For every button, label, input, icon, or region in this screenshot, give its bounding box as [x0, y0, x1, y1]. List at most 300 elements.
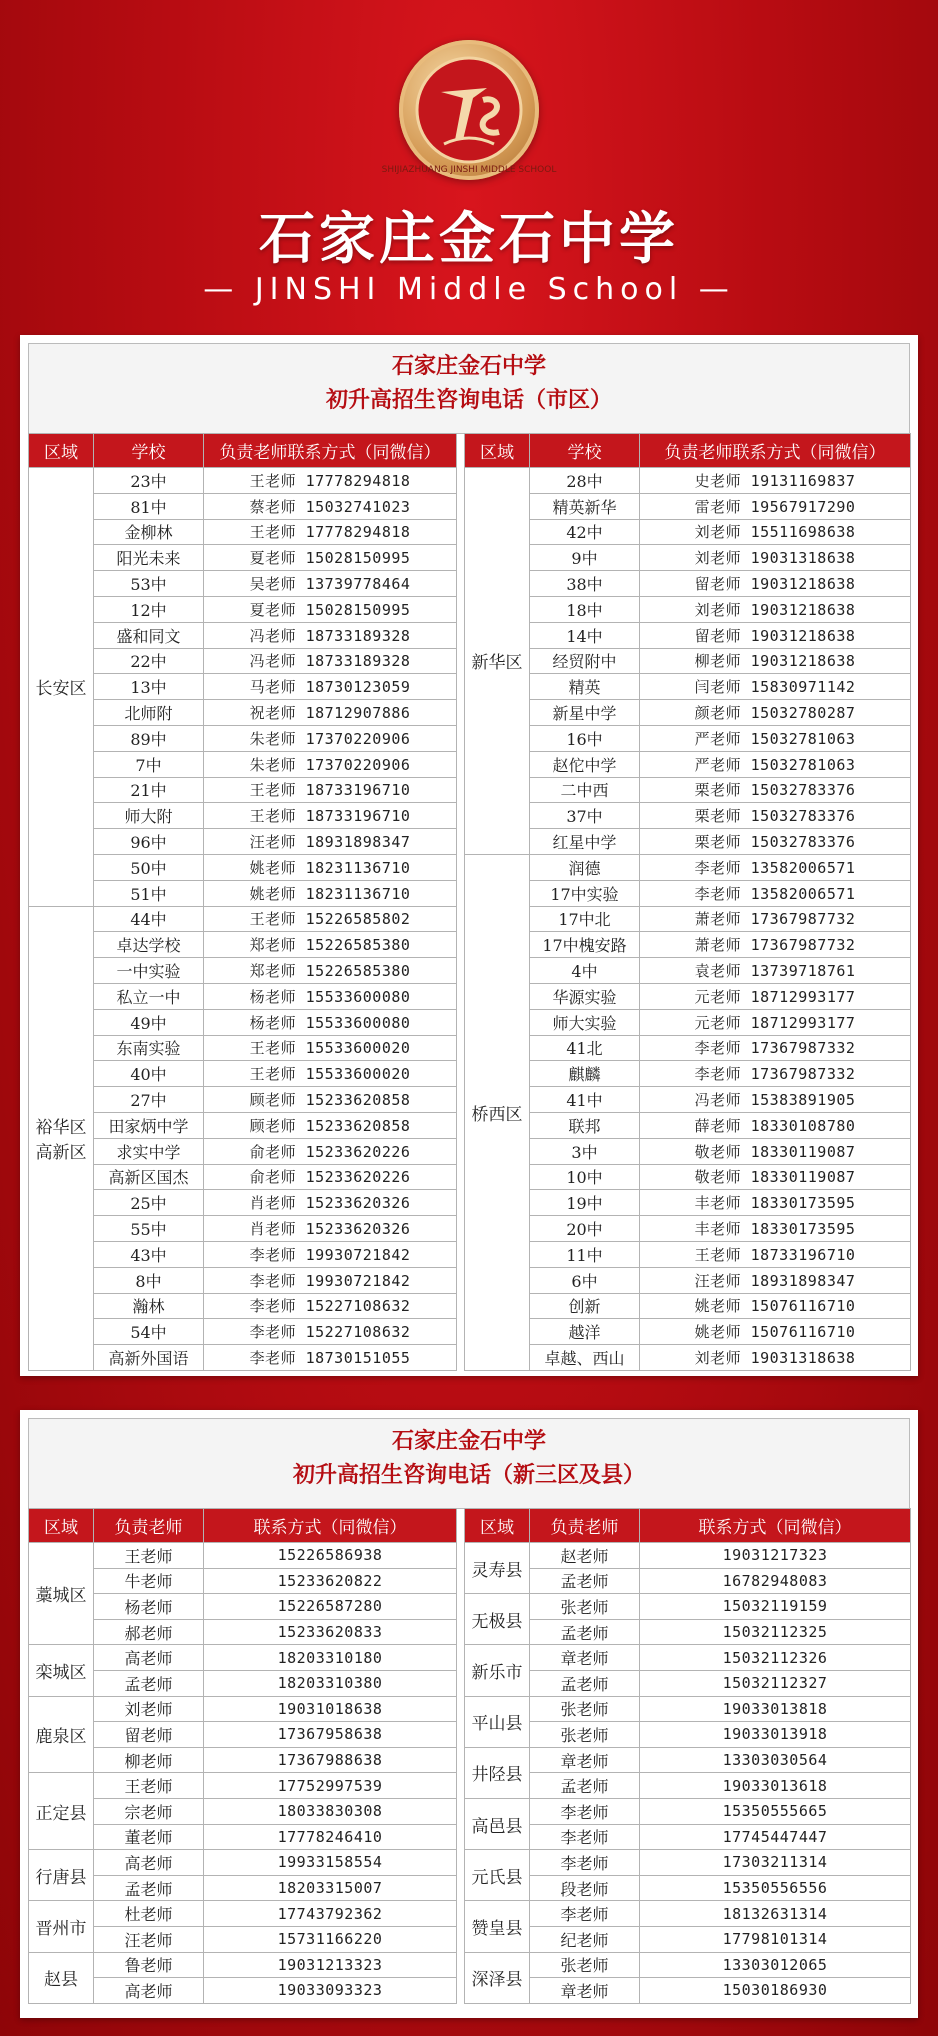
contact-info: 萧老师 17367987732 — [640, 932, 911, 958]
contact-info: 王老师 18733196710 — [640, 1241, 911, 1267]
contact-info: 18033830308 — [204, 1798, 457, 1824]
teacher-name: 留老师 — [94, 1722, 204, 1748]
contact-info: 敬老师 18330119087 — [640, 1138, 911, 1164]
contact-info: 18203310380 — [204, 1670, 457, 1696]
teacher-name: 杜老师 — [94, 1901, 204, 1927]
teacher-name: 郝老师 — [94, 1619, 204, 1645]
teacher-name: 孟老师 — [94, 1670, 204, 1696]
column-gap — [457, 1696, 465, 1722]
school-name: 81中 — [94, 493, 204, 519]
column-gap — [457, 906, 465, 932]
contact-info: 17752997539 — [204, 1773, 457, 1799]
contact-info: 19033013818 — [640, 1696, 911, 1722]
region-cell: 灵寿县 — [465, 1543, 530, 1594]
school-name: 北师附 — [94, 700, 204, 726]
column-gap — [457, 1345, 465, 1371]
contact-info: 19033013618 — [640, 1773, 911, 1799]
school-name: 越洋 — [530, 1319, 640, 1345]
teacher-name: 刘老师 — [94, 1696, 204, 1722]
contact-info: 15030186930 — [640, 1978, 911, 2004]
school-name: 精英 — [530, 674, 640, 700]
school-name: 田家炳中学 — [94, 1112, 204, 1138]
column-gap — [457, 1190, 465, 1216]
school-name: 创新 — [530, 1293, 640, 1319]
column-gap — [457, 519, 465, 545]
table-row — [29, 1543, 911, 1569]
region-cell: 长安区 — [29, 468, 94, 907]
column-header: 负责老师 — [530, 1509, 640, 1543]
contact-info: 汪老师 18931898347 — [640, 1267, 911, 1293]
column-header: 区域 — [29, 434, 94, 468]
school-name: 28中 — [530, 468, 640, 494]
school-name: 25中 — [94, 1190, 204, 1216]
contact-info: 15226587280 — [204, 1594, 457, 1620]
school-name: 50中 — [94, 854, 204, 880]
column-gap — [457, 1850, 465, 1876]
teacher-name: 张老师 — [530, 1696, 640, 1722]
teacher-name: 赵老师 — [530, 1543, 640, 1569]
school-name: 13中 — [94, 674, 204, 700]
teacher-name: 杨老师 — [94, 1594, 204, 1620]
county-card-title: 石家庄金石中学 — [391, 1429, 546, 1454]
contact-info: 李老师 13582006571 — [640, 880, 911, 906]
contact-info: 15032112326 — [640, 1645, 911, 1671]
school-name: 卓达学校 — [94, 932, 204, 958]
contact-info: 元老师 18712993177 — [640, 983, 911, 1009]
school-name: 6中 — [530, 1267, 640, 1293]
teacher-name: 李老师 — [530, 1798, 640, 1824]
teacher-name: 孟老师 — [530, 1568, 640, 1594]
contact-info: 夏老师 15028150995 — [204, 545, 457, 571]
school-name: 42中 — [530, 519, 640, 545]
contact-info: 薛老师 18330108780 — [640, 1112, 911, 1138]
column-header: 学校 — [94, 434, 204, 468]
column-gap — [457, 1009, 465, 1035]
school-name: 红星中学 — [530, 829, 640, 855]
table-row — [29, 1747, 911, 1773]
contact-info: 姚老师 15076116710 — [640, 1319, 911, 1345]
logo-emblem-icon — [381, 40, 557, 180]
contact-info: 王老师 17778294818 — [204, 519, 457, 545]
table-row — [29, 1798, 911, 1824]
column-gap — [457, 958, 465, 984]
contact-info: 王老师 18733196710 — [204, 777, 457, 803]
column-gap — [457, 622, 465, 648]
contact-info: 17367988638 — [204, 1747, 457, 1773]
contact-info: 严老师 15032781063 — [640, 751, 911, 777]
contact-info: 17367958638 — [204, 1722, 457, 1748]
column-gap — [457, 932, 465, 958]
column-gap — [457, 434, 465, 468]
school-subtitle: — JINSHI Middle School — — [203, 272, 735, 307]
column-gap — [457, 1926, 465, 1952]
contact-info: 王老师 15533600020 — [204, 1035, 457, 1061]
school-name: 17中实验 — [530, 880, 640, 906]
column-gap — [457, 1798, 465, 1824]
column-gap — [457, 1267, 465, 1293]
region-cell: 正定县 — [29, 1773, 94, 1850]
contact-info: 15226586938 — [204, 1543, 457, 1569]
contact-info: 杨老师 15533600080 — [204, 983, 457, 1009]
column-header: 联系方式（同微信） — [204, 1509, 457, 1543]
region-cell: 藁城区 — [29, 1543, 94, 1645]
contact-info: 刘老师 19031318638 — [640, 1345, 911, 1371]
column-header: 区域 — [465, 434, 530, 468]
contact-info: 栗老师 15032783376 — [640, 777, 911, 803]
school-name: 8中 — [94, 1267, 204, 1293]
school-name: 37中 — [530, 803, 640, 829]
teacher-name: 董老师 — [94, 1824, 204, 1850]
column-gap — [457, 1722, 465, 1748]
school-name: 21中 — [94, 777, 204, 803]
school-name: 东南实验 — [94, 1035, 204, 1061]
column-gap — [457, 1543, 465, 1569]
column-gap — [457, 1087, 465, 1113]
school-name: 金柳林 — [94, 519, 204, 545]
contact-info: 俞老师 15233620226 — [204, 1138, 457, 1164]
contact-info: 刘老师 15511698638 — [640, 519, 911, 545]
column-gap — [457, 1952, 465, 1978]
region-cell: 桥西区 — [465, 854, 530, 1370]
school-name: 师大附 — [94, 803, 204, 829]
contact-info: 15032112327 — [640, 1670, 911, 1696]
column-header: 联系方式（同微信） — [640, 1509, 911, 1543]
school-name: 新星中学 — [530, 700, 640, 726]
contact-info: 马老师 18730123059 — [204, 674, 457, 700]
school-name: 盛和同文 — [94, 622, 204, 648]
table-row — [29, 854, 911, 880]
school-name: 3中 — [530, 1138, 640, 1164]
school-name: 17中北 — [530, 906, 640, 932]
contact-info: 留老师 19031218638 — [640, 571, 911, 597]
contact-info: 严老师 15032781063 — [640, 725, 911, 751]
school-name: 麒麟 — [530, 1061, 640, 1087]
contact-info: 13303030564 — [640, 1747, 911, 1773]
region-cell: 赵县 — [29, 1952, 94, 2003]
school-name: 55中 — [94, 1216, 204, 1242]
school-name: 润德 — [530, 854, 640, 880]
column-gap — [457, 1293, 465, 1319]
teacher-name: 高老师 — [94, 1978, 204, 2004]
region-cell: 平山县 — [465, 1696, 530, 1747]
region-cell: 裕华区 高新区 — [29, 906, 94, 1370]
contact-info: 丰老师 18330173595 — [640, 1216, 911, 1242]
teacher-name: 李老师 — [530, 1824, 640, 1850]
region-cell: 行唐县 — [29, 1850, 94, 1901]
school-name: 40中 — [94, 1061, 204, 1087]
contact-info: 李老师 17367987332 — [640, 1061, 911, 1087]
contact-info: 肖老师 15233620326 — [204, 1190, 457, 1216]
school-name: 11中 — [530, 1241, 640, 1267]
contact-info: 19031018638 — [204, 1696, 457, 1722]
school-name: 高新区国杰 — [94, 1164, 204, 1190]
contact-info: 雷老师 19567917290 — [640, 493, 911, 519]
school-name: 38中 — [530, 571, 640, 597]
column-gap — [457, 596, 465, 622]
contact-info: 15350555665 — [640, 1798, 911, 1824]
teacher-name: 章老师 — [530, 1747, 640, 1773]
teacher-name: 段老师 — [530, 1875, 640, 1901]
table-row — [29, 1850, 911, 1876]
column-gap — [457, 1619, 465, 1645]
school-name: 20中 — [530, 1216, 640, 1242]
contact-info: 李老师 15227108632 — [204, 1293, 457, 1319]
school-name: 一中实验 — [94, 958, 204, 984]
city-card-title: 石家庄金石中学 — [391, 354, 546, 379]
contact-info: 郑老师 15226585380 — [204, 932, 457, 958]
column-gap — [457, 1216, 465, 1242]
contact-info: 15032112325 — [640, 1619, 911, 1645]
teacher-name: 李老师 — [530, 1850, 640, 1876]
contact-info: 王老师 17778294818 — [204, 468, 457, 494]
teacher-name: 高老师 — [94, 1850, 204, 1876]
school-name: 14中 — [530, 622, 640, 648]
table-row — [29, 1696, 911, 1722]
teacher-name: 孟老师 — [530, 1773, 640, 1799]
column-gap — [457, 1241, 465, 1267]
school-name: 卓越、西山 — [530, 1345, 640, 1371]
school-name: 10中 — [530, 1164, 640, 1190]
column-gap — [457, 648, 465, 674]
school-name: 阳光未来 — [94, 545, 204, 571]
contact-info: 李老师 15227108632 — [204, 1319, 457, 1345]
column-gap — [457, 1164, 465, 1190]
school-name: 二中西 — [530, 777, 640, 803]
table-row — [29, 1901, 911, 1927]
column-gap — [457, 803, 465, 829]
school-name: 23中 — [94, 468, 204, 494]
column-gap — [457, 700, 465, 726]
school-name: 41北 — [530, 1035, 640, 1061]
contact-info: 17303211314 — [640, 1850, 911, 1876]
teacher-name: 孟老师 — [94, 1875, 204, 1901]
contact-info: 18203310180 — [204, 1645, 457, 1671]
table-header-row — [29, 434, 911, 468]
contact-info: 17743792362 — [204, 1901, 457, 1927]
contact-info: 祝老师 18712907886 — [204, 700, 457, 726]
school-name: 瀚林 — [94, 1293, 204, 1319]
contact-info: 姚老师 18231136710 — [204, 854, 457, 880]
region-cell: 新乐市 — [465, 1645, 530, 1696]
column-gap — [457, 468, 465, 494]
region-cell: 井陉县 — [465, 1747, 530, 1798]
school-name: 12中 — [94, 596, 204, 622]
teacher-name: 宗老师 — [94, 1798, 204, 1824]
school-name: 18中 — [530, 596, 640, 622]
region-cell: 高邑县 — [465, 1798, 530, 1849]
county-card-subtitle: 初升高招生咨询电话（新三区及县） — [292, 1463, 645, 1488]
column-gap — [457, 777, 465, 803]
school-name: 联邦 — [530, 1112, 640, 1138]
school-name: 经贸附中 — [530, 648, 640, 674]
contact-info: 萧老师 17367987732 — [640, 906, 911, 932]
teacher-name: 张老师 — [530, 1594, 640, 1620]
school-name: 19中 — [530, 1190, 640, 1216]
column-gap — [457, 571, 465, 597]
column-gap — [457, 1568, 465, 1594]
teacher-name: 李老师 — [530, 1901, 640, 1927]
school-name: 赵佗中学 — [530, 751, 640, 777]
school-name: 高新外国语 — [94, 1345, 204, 1371]
school-name: 51中 — [94, 880, 204, 906]
contact-info: 17778246410 — [204, 1824, 457, 1850]
school-title: 石家庄金石中学 — [259, 206, 679, 272]
contact-info: 姚老师 15076116710 — [640, 1293, 911, 1319]
region-cell: 赞皇县 — [465, 1901, 530, 1952]
contact-info: 留老师 19031218638 — [640, 622, 911, 648]
school-name: 华源实验 — [530, 983, 640, 1009]
column-header: 区域 — [465, 1509, 530, 1543]
column-header: 负责老师联系方式（同微信） — [640, 434, 911, 468]
teacher-name: 鲁老师 — [94, 1952, 204, 1978]
contact-info: 柳老师 19031218638 — [640, 648, 911, 674]
teacher-name: 纪老师 — [530, 1926, 640, 1952]
contact-info: 朱老师 17370220906 — [204, 725, 457, 751]
school-name: 求实中学 — [94, 1138, 204, 1164]
column-header: 学校 — [530, 434, 640, 468]
school-name: 师大实验 — [530, 1009, 640, 1035]
contact-info: 18132631314 — [640, 1901, 911, 1927]
contact-info: 19033013918 — [640, 1722, 911, 1748]
column-gap — [457, 1645, 465, 1671]
contact-info: 15350556556 — [640, 1875, 911, 1901]
contact-info: 19933158554 — [204, 1850, 457, 1876]
city-card-subtitle: 初升高招生咨询电话（市区） — [325, 388, 612, 413]
column-gap — [457, 1824, 465, 1850]
column-gap — [457, 1138, 465, 1164]
school-name: 96中 — [94, 829, 204, 855]
school-name: 43中 — [94, 1241, 204, 1267]
county-contacts-card — [20, 1410, 918, 2018]
contact-info: 15233620833 — [204, 1619, 457, 1645]
contact-info: 杨老师 15533600080 — [204, 1009, 457, 1035]
contact-info: 夏老师 15028150995 — [204, 596, 457, 622]
teacher-name: 章老师 — [530, 1645, 640, 1671]
contact-info: 俞老师 15233620226 — [204, 1164, 457, 1190]
column-gap — [457, 1901, 465, 1927]
city-card-heading — [28, 343, 910, 434]
teacher-name: 牛老师 — [94, 1568, 204, 1594]
contact-info: 元老师 18712993177 — [640, 1009, 911, 1035]
school-name: 私立一中 — [94, 983, 204, 1009]
county-card-heading — [28, 1418, 910, 1509]
column-gap — [457, 493, 465, 519]
region-cell: 元氏县 — [465, 1850, 530, 1901]
region-cell: 晋州市 — [29, 1901, 94, 1952]
contact-info: 史老师 19131169837 — [640, 468, 911, 494]
contact-info: 肖老师 15233620326 — [204, 1216, 457, 1242]
contact-info: 郑老师 15226585380 — [204, 958, 457, 984]
contact-info: 17745447447 — [640, 1824, 911, 1850]
contact-info: 蔡老师 15032741023 — [204, 493, 457, 519]
region-cell: 栾城区 — [29, 1645, 94, 1696]
region-cell: 深泽县 — [465, 1952, 530, 2003]
column-gap — [457, 1594, 465, 1620]
contact-info: 15032119159 — [640, 1594, 911, 1620]
column-header: 负责老师 — [94, 1509, 204, 1543]
contact-info: 19033093323 — [204, 1978, 457, 2004]
teacher-name: 孟老师 — [530, 1619, 640, 1645]
contact-info: 15233620822 — [204, 1568, 457, 1594]
column-gap — [457, 1978, 465, 2004]
contact-info: 王老师 18733196710 — [204, 803, 457, 829]
teacher-name: 孟老师 — [530, 1670, 640, 1696]
school-name: 16中 — [530, 725, 640, 751]
teacher-name: 张老师 — [530, 1952, 640, 1978]
teacher-name: 王老师 — [94, 1543, 204, 1569]
column-gap — [457, 751, 465, 777]
city-contacts-table — [28, 433, 911, 1371]
contact-info: 敬老师 18330119087 — [640, 1164, 911, 1190]
table-row — [29, 1594, 911, 1620]
contact-info: 汪老师 18931898347 — [204, 829, 457, 855]
school-name: 53中 — [94, 571, 204, 597]
teacher-name: 张老师 — [530, 1722, 640, 1748]
column-gap — [457, 1747, 465, 1773]
table-row — [29, 468, 911, 494]
school-name: 54中 — [94, 1319, 204, 1345]
column-header: 区域 — [29, 1509, 94, 1543]
county-contacts-table — [28, 1508, 911, 2004]
contact-info: 颜老师 15032780287 — [640, 700, 911, 726]
contact-info: 姚老师 18231136710 — [204, 880, 457, 906]
contact-info: 李老师 13582006571 — [640, 854, 911, 880]
contact-info: 17798101314 — [640, 1926, 911, 1952]
contact-info: 16782948083 — [640, 1568, 911, 1594]
column-gap — [457, 725, 465, 751]
teacher-name: 章老师 — [530, 1978, 640, 2004]
column-gap — [457, 829, 465, 855]
teacher-name: 王老师 — [94, 1773, 204, 1799]
contact-info: 李老师 19930721842 — [204, 1267, 457, 1293]
table-row — [29, 1952, 911, 1978]
column-gap — [457, 1061, 465, 1087]
school-name: 49中 — [94, 1009, 204, 1035]
contact-info: 丰老师 18330173595 — [640, 1190, 911, 1216]
school-name: 89中 — [94, 725, 204, 751]
contact-info: 冯老师 15383891905 — [640, 1087, 911, 1113]
contact-info: 王老师 15226585802 — [204, 906, 457, 932]
column-gap — [457, 1670, 465, 1696]
contact-info: 13303012065 — [640, 1952, 911, 1978]
column-header: 负责老师联系方式（同微信） — [204, 434, 457, 468]
column-gap — [457, 983, 465, 1009]
school-name: 27中 — [94, 1087, 204, 1113]
school-name: 4中 — [530, 958, 640, 984]
column-gap — [457, 1035, 465, 1061]
contact-info: 15731166220 — [204, 1926, 457, 1952]
contact-info: 闫老师 15830971142 — [640, 674, 911, 700]
contact-info: 顾老师 15233620858 — [204, 1112, 457, 1138]
school-name: 7中 — [94, 751, 204, 777]
contact-info: 冯老师 18733189328 — [204, 648, 457, 674]
contact-info: 刘老师 19031218638 — [640, 596, 911, 622]
logo-text: SHIJIAZHUANG JINSHI MIDDLE SCHOOL — [381, 165, 557, 175]
table-header-row — [29, 1509, 911, 1543]
contact-info: 李老师 18730151055 — [204, 1345, 457, 1371]
teacher-name: 高老师 — [94, 1645, 204, 1671]
school-name: 22中 — [94, 648, 204, 674]
school-name: 精英新华 — [530, 493, 640, 519]
contact-info: 吴老师 13739778464 — [204, 571, 457, 597]
contact-info: 朱老师 17370220906 — [204, 751, 457, 777]
column-gap — [457, 1319, 465, 1345]
contact-info: 19031217323 — [640, 1543, 911, 1569]
column-gap — [457, 1875, 465, 1901]
page-header — [0, 0, 938, 330]
table-row — [29, 1645, 911, 1671]
column-gap — [457, 1509, 465, 1543]
